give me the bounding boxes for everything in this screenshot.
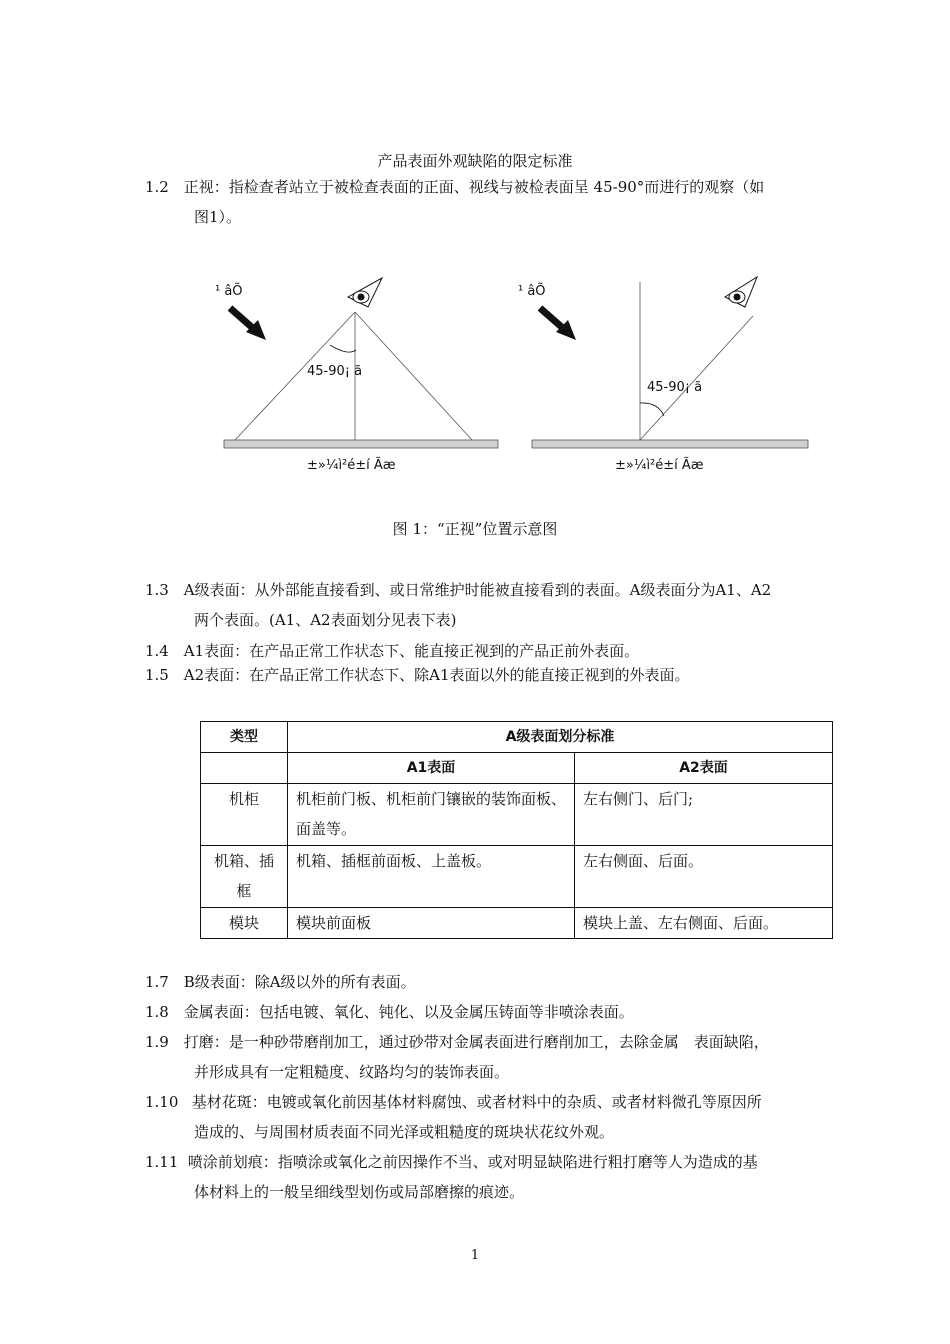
item-number: 1.9 xyxy=(145,1033,169,1051)
cell-type: 机箱、插框 xyxy=(201,846,288,908)
header-main: A级表面划分标准 xyxy=(288,722,833,753)
a-surface-table xyxy=(200,721,833,939)
item-text: B级表面：除A级以外的所有表面。 xyxy=(183,973,416,991)
page-number: 1 xyxy=(470,1248,480,1263)
cell-a1: 模块前面板 xyxy=(288,908,575,939)
item-text: 基材花斑：电镀或氧化前因基体材料腐蚀、或者材料中的杂质、或者材料微孔等原因所 xyxy=(191,1093,762,1111)
paragraph-1-11 xyxy=(145,1147,815,1207)
item-number: 1.3 xyxy=(145,581,169,599)
front-view-diagram xyxy=(210,270,820,490)
item-number: 1.8 xyxy=(145,1003,169,1021)
table-row xyxy=(201,846,833,908)
item-number: 1.4 xyxy=(145,642,169,660)
item-text-continued: 体材料上的一般呈细线型划伤或局部磨擦的痕迹。 xyxy=(194,1183,525,1201)
figure-1 xyxy=(210,270,820,490)
item-text: A1表面：在产品正常工作状态下、能直接正视到的产品正前外表面。 xyxy=(183,642,640,660)
header-type: 类型 xyxy=(201,722,288,753)
cell-a2: 左右侧面、后面。 xyxy=(575,846,833,908)
angle-label-right: 45-90¡ ã xyxy=(647,380,703,395)
item-text-continued: 造成的、与周围材质表面不同光泽或粗糙度的斑块状花纹外观。 xyxy=(194,1123,615,1141)
header-a1: A1表面 xyxy=(288,753,575,784)
eye-icon-right xyxy=(725,277,757,307)
cell-a2: 左右侧门、后门; xyxy=(575,784,833,846)
item-text-continued: 图1）。 xyxy=(194,208,242,226)
item-text: A2表面：在产品正常工作状态下、除A1表面以外的能直接正视到的外表面。 xyxy=(183,666,690,684)
surface-plate-right xyxy=(532,440,808,448)
item-text: 正视：指检查者站立于被检查表面的正面、视线与被检表面呈 45-90°而进行的观察（如 xyxy=(183,178,765,196)
paragraph-1-9 xyxy=(145,1027,815,1087)
item-number: 1.2 xyxy=(145,178,169,196)
table-row xyxy=(201,908,833,939)
figure-caption: 图 1：“正视”位置示意图 xyxy=(392,520,558,538)
item-text: A级表面：从外部能直接看到、或日常维护时能被直接看到的表面。A级表面分为A1、A2 xyxy=(183,581,772,599)
paragraph-1-3 xyxy=(145,575,815,635)
item-text: 金属表面：包括电镀、氧化、钝化、以及金属压铸面等非喷涂表面。 xyxy=(183,1003,634,1021)
item-number: 1.11 xyxy=(145,1153,179,1171)
paragraph-1-8 xyxy=(145,997,815,1027)
table-subheader-row xyxy=(201,753,833,784)
table-row xyxy=(201,784,833,846)
cell-a1: 机箱、插框前面板、上盖板。 xyxy=(288,846,575,908)
paragraph-1-7 xyxy=(145,967,815,997)
empty-cell xyxy=(201,753,288,784)
cell-type: 机柜 xyxy=(201,784,288,846)
paragraph-1-10 xyxy=(145,1087,815,1147)
eye-icon-left xyxy=(348,278,382,307)
item-text: 喷涂前划痕：指喷涂或氧化之前因操作不当、或对明显缺陷进行粗打磨等人为造成的基 xyxy=(187,1153,758,1171)
cell-type: 模块 xyxy=(201,908,288,939)
page-title: 产品表面外观缺陷的限定标准 xyxy=(377,152,573,170)
light-arrow-right-icon xyxy=(540,308,576,340)
header-a2: A2表面 xyxy=(575,753,833,784)
surface-plate-left xyxy=(224,440,498,448)
item-number: 1.10 xyxy=(145,1093,179,1111)
light-label-left: ¹ âÕ xyxy=(215,284,243,299)
item-number: 1.7 xyxy=(145,973,169,991)
light-label-right: ¹ âÕ xyxy=(518,284,546,299)
paragraph-1-5 xyxy=(145,660,815,690)
paragraph-1-2 xyxy=(145,172,815,232)
item-text: 打磨：是一种砂带磨削加工，通过砂带对金属表面进行磨削加工，去除金属 表面缺陷， xyxy=(183,1033,769,1051)
item-text-continued: 并形成具有一定粗糙度、纹路均匀的装饰表面。 xyxy=(194,1063,510,1081)
surface-label-left: ±»¼ì²é±í Ãæ xyxy=(307,458,396,473)
item-number: 1.5 xyxy=(145,666,169,684)
light-arrow-left-icon xyxy=(230,308,266,340)
cell-a2: 模块上盖、左右侧面、后面。 xyxy=(575,908,833,939)
surface-label-right: ±»¼ì²é±í Ãæ xyxy=(615,458,704,473)
cell-a1: 机柜前门板、机柜前门镶嵌的装饰面板、面盖等。 xyxy=(288,784,575,846)
item-text-continued: 两个表面。(A1、A2表面划分见表下表) xyxy=(194,611,457,629)
table-header-row xyxy=(201,722,833,753)
angle-label-left: 45-90¡ ã xyxy=(307,364,363,379)
